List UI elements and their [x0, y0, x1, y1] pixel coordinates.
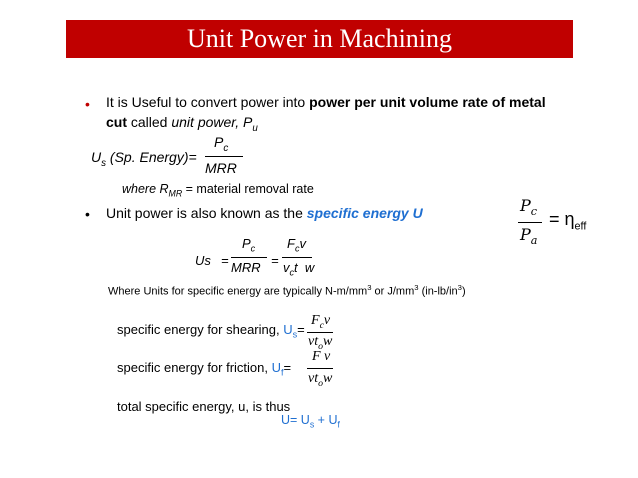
formula2-num2: $F_cv$ [287, 236, 306, 254]
bullet1-line2: cut called unit power, $P_u$ [106, 114, 258, 134]
shearing-label: specific energy for shearing, $U_s=$ [117, 322, 305, 340]
formula1-fraction-bar [205, 156, 243, 157]
efficiency-fraction-bar [518, 222, 542, 223]
formula1-denominator: MRR [205, 160, 237, 176]
efficiency-numerator: $P_c$ [520, 196, 538, 219]
friction-numerator: F v [312, 349, 331, 364]
formula2-fraction-bar-1 [231, 257, 267, 258]
slide-title: Unit Power in Machining [186, 24, 453, 53]
friction-denominator: $vt_ow$ [308, 371, 333, 389]
formula2-fraction-bar-2 [282, 257, 312, 258]
bullet-marker: • [85, 206, 90, 222]
formula2-eq1: = [221, 253, 229, 268]
friction-fraction-bar [307, 368, 333, 369]
bullet1-line1: It is Useful to convert power into power per unit volume rate of metal [106, 94, 546, 110]
formula2-den2: $v_ct$ w [283, 260, 315, 278]
total-equation: $U= U_s + U_f$ [281, 413, 340, 430]
units-line: Where Units for specific energy are typically $N-m/mm^3$ or $J/mm^3$ $(in-lb/in^3)$ [108, 283, 466, 298]
shearing-numerator: $F_cv$ [311, 313, 331, 331]
formula2-den1: MRR [231, 260, 261, 275]
formula2-eq2: = [271, 253, 279, 268]
formula1-numerator: $P_c$ [214, 134, 229, 154]
shearing-denominator: $vt_ow$ [308, 334, 333, 352]
efficiency-equation: = $\eta_{eff}$ [549, 209, 587, 233]
friction-label: specific energy for friction, $U_f=$ [117, 360, 292, 378]
formula2-num1: $P_c$ [242, 236, 256, 254]
formula1-lhs: $U_s$ (Sp. Energy)= [91, 149, 197, 169]
bullet-marker: • [85, 96, 90, 112]
shearing-fraction-bar [307, 332, 333, 333]
efficiency-denominator: $P_a$ [520, 225, 538, 248]
total-label: total specific energy, u, is thus [117, 399, 291, 414]
formula2-lhs: Us [195, 253, 211, 268]
bullet2-text: Unit power is also known as the specific energy U [106, 205, 423, 221]
where-line: where $R_{MR}$ = material removal rate [122, 182, 314, 199]
